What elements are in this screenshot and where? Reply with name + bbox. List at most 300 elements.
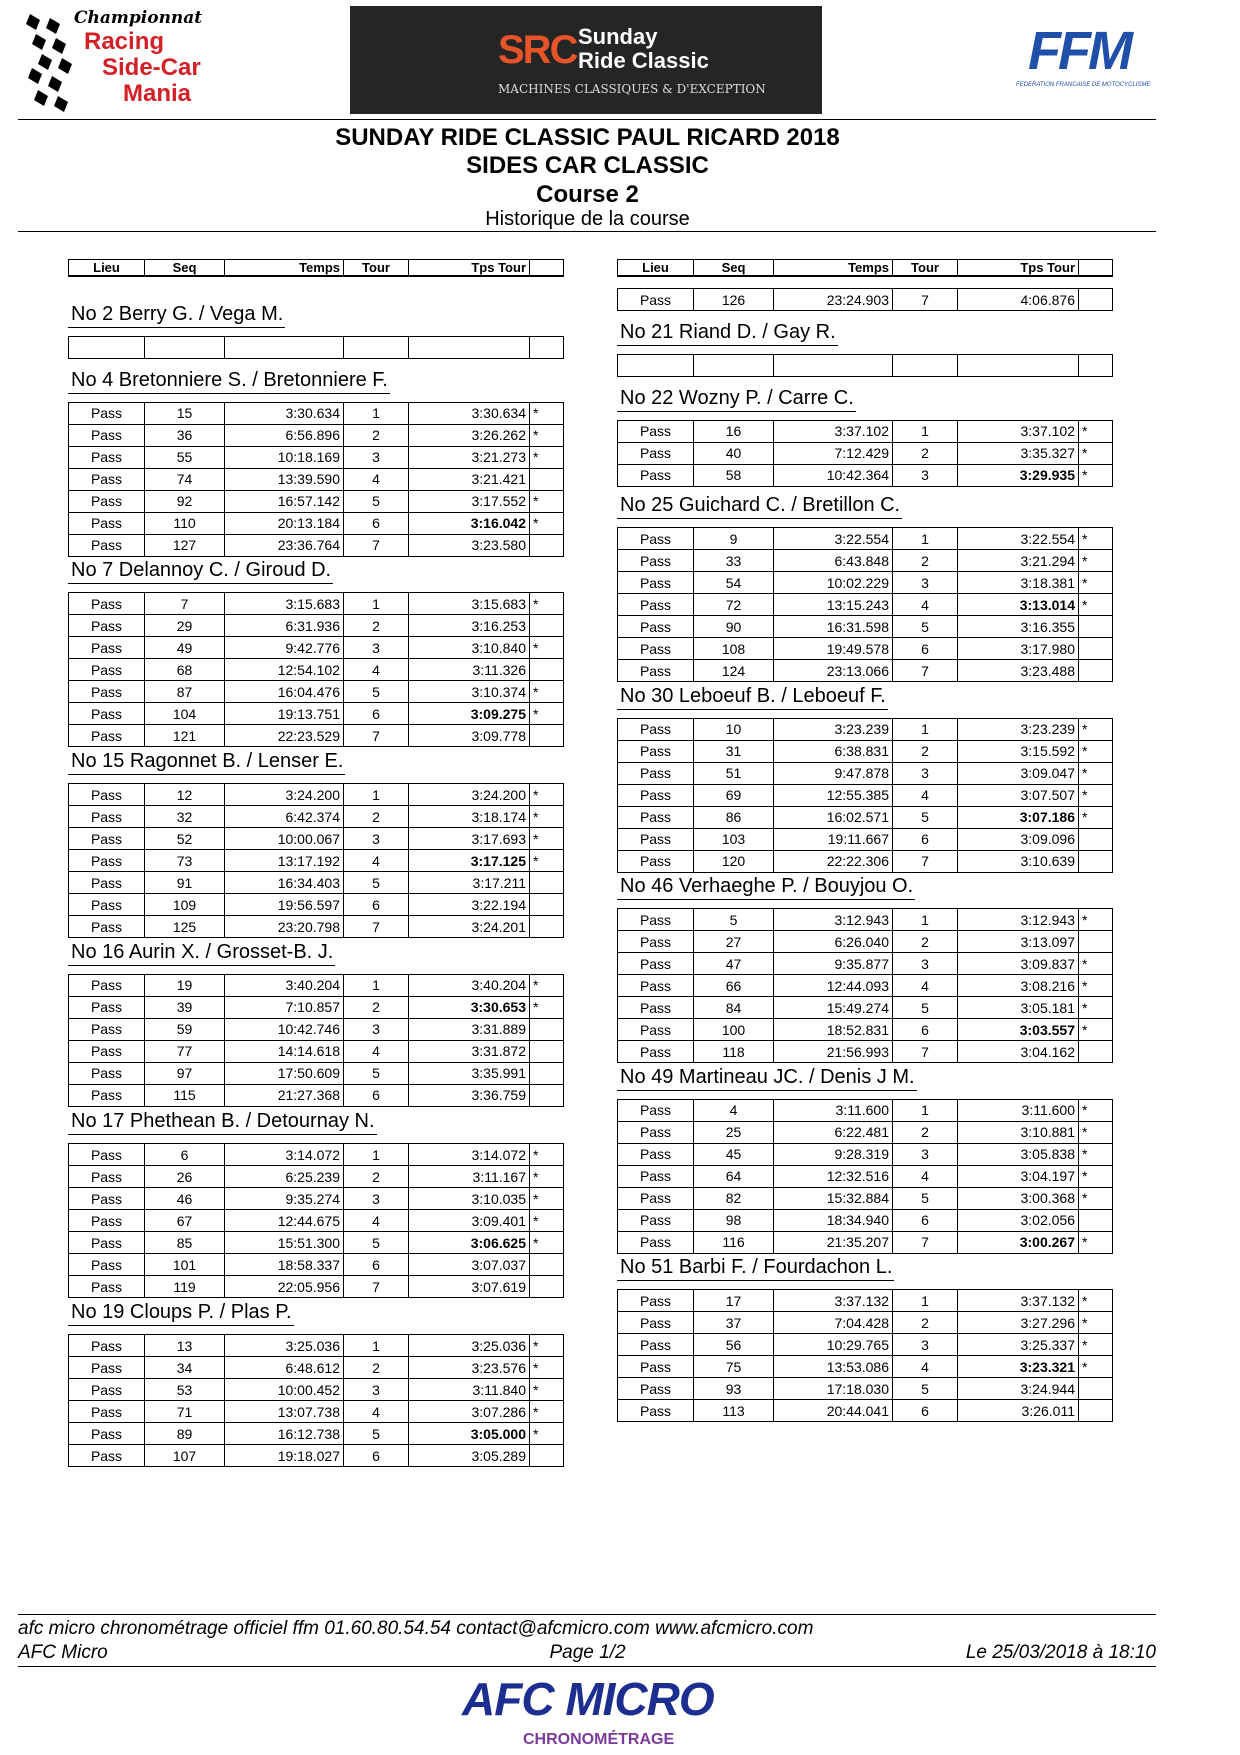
tour-cell: 7 xyxy=(893,289,958,311)
temps-cell: 15:51.300 xyxy=(225,1232,344,1254)
table-row xyxy=(69,1166,564,1188)
temps-cell: 20:44.041 xyxy=(774,1400,893,1422)
lieu-cell: Pass xyxy=(69,424,145,446)
table-row xyxy=(69,402,564,424)
seq-cell: 126 xyxy=(694,289,774,311)
table-row xyxy=(618,1041,1113,1063)
best-marker-cell: * xyxy=(1079,718,1113,740)
logo-sunday-text: Sunday xyxy=(578,24,658,49)
tour-cell: 1 xyxy=(344,784,409,806)
crew-name: No 51 Barbi F. / Fourdachon L. xyxy=(617,1256,894,1281)
temps-cell: 16:34.403 xyxy=(225,872,344,894)
seq-cell: 92 xyxy=(145,490,225,512)
seq-cell: 59 xyxy=(145,1018,225,1040)
lap-table xyxy=(617,1289,1113,1422)
temps-cell: 7:12.429 xyxy=(774,442,893,464)
temps-cell: 18:58.337 xyxy=(225,1254,344,1276)
tour-cell: 3 xyxy=(344,1188,409,1210)
lieu-cell: Pass xyxy=(618,1099,694,1121)
temps-cell: 18:52.831 xyxy=(774,1019,893,1041)
temps-cell: 19:56.597 xyxy=(225,894,344,916)
tour-cell xyxy=(344,337,409,359)
lieu-cell: Pass xyxy=(69,659,145,681)
tps-tour-cell: 3:09.047 xyxy=(958,762,1079,784)
tour-cell: 5 xyxy=(893,806,958,828)
table-row xyxy=(69,996,564,1018)
page-subtitle-history: Historique de la course xyxy=(485,208,690,230)
seq-cell: 46 xyxy=(145,1188,225,1210)
temps-cell: 6:56.896 xyxy=(225,424,344,446)
temps-cell: 16:57.142 xyxy=(225,490,344,512)
table-row xyxy=(618,1231,1113,1253)
seq-cell: 47 xyxy=(694,953,774,975)
table-row xyxy=(69,424,564,446)
seq-cell: 7 xyxy=(145,593,225,615)
logo-ride-classic-text: Ride Classic xyxy=(578,48,709,73)
table-row xyxy=(618,1099,1113,1121)
lieu-cell: Pass xyxy=(69,872,145,894)
lieu-cell: Pass xyxy=(69,1254,145,1276)
best-marker-cell: * xyxy=(1079,997,1113,1019)
table-row xyxy=(69,637,564,659)
page-subtitle-class: SIDES CAR CLASSIC xyxy=(466,152,709,179)
tps-tour-cell: 3:13.097 xyxy=(958,931,1079,953)
lieu-cell: Pass xyxy=(618,1312,694,1334)
table-row xyxy=(69,1401,564,1423)
footer-rule xyxy=(18,1614,1156,1615)
tour-cell: 2 xyxy=(893,1121,958,1143)
seq-cell: 15 xyxy=(145,402,225,424)
seq-cell xyxy=(694,354,774,376)
col-header-tour: Tour xyxy=(893,260,958,277)
temps-cell: 13:15.243 xyxy=(774,594,893,616)
seq-cell: 67 xyxy=(145,1210,225,1232)
best-marker-cell: * xyxy=(1079,528,1113,550)
tour-cell: 3 xyxy=(344,1018,409,1040)
tps-tour-cell: 3:07.186 xyxy=(958,806,1079,828)
best-marker-cell: * xyxy=(530,446,564,468)
championnat-racing-sidecar-mania-logo xyxy=(24,6,224,116)
tour-cell: 2 xyxy=(344,996,409,1018)
temps-cell: 17:18.030 xyxy=(774,1378,893,1400)
tour-cell: 6 xyxy=(893,1209,958,1231)
temps-cell: 7:10.857 xyxy=(225,996,344,1018)
seq-cell: 93 xyxy=(694,1378,774,1400)
tour-cell: 4 xyxy=(344,1210,409,1232)
tps-tour-cell: 3:31.872 xyxy=(409,1040,530,1062)
tour-cell: 2 xyxy=(344,615,409,637)
best-marker-cell: * xyxy=(530,1144,564,1166)
lieu-cell: Pass xyxy=(69,1188,145,1210)
tour-cell: 2 xyxy=(344,1357,409,1379)
tour-cell: 2 xyxy=(893,740,958,762)
tour-cell: 5 xyxy=(893,1378,958,1400)
table-row xyxy=(69,1040,564,1062)
table-row xyxy=(69,1062,564,1084)
table-row xyxy=(618,1019,1113,1041)
tour-cell: 1 xyxy=(893,1290,958,1312)
temps-cell: 16:31.598 xyxy=(774,616,893,638)
tps-tour-cell: 3:05.289 xyxy=(409,1445,530,1467)
tps-tour-cell: 3:07.286 xyxy=(409,1401,530,1423)
seq-cell: 58 xyxy=(694,464,774,486)
temps-cell: 6:31.936 xyxy=(225,615,344,637)
tour-cell: 7 xyxy=(344,725,409,747)
temps-cell: 23:24.903 xyxy=(774,289,893,311)
table-row xyxy=(618,1209,1113,1231)
footer-contact-line: afc micro chronométrage officiel ffm 01.60.80.54.54 contact@afcmicro.com www.afcmicro.com xyxy=(18,1618,814,1639)
temps-cell: 10:02.229 xyxy=(774,572,893,594)
lieu-cell: Pass xyxy=(618,784,694,806)
temps-cell: 3:37.102 xyxy=(774,420,893,442)
tps-tour-cell: 3:05.838 xyxy=(958,1143,1079,1165)
temps-cell: 15:49.274 xyxy=(774,997,893,1019)
seq-cell: 51 xyxy=(694,762,774,784)
crew-name: No 7 Delannoy C. / Giroud D. xyxy=(68,559,333,584)
best-marker-cell xyxy=(1079,828,1113,850)
lieu-cell: Pass xyxy=(69,850,145,872)
lieu-cell: Pass xyxy=(69,1040,145,1062)
tps-tour-cell: 3:23.580 xyxy=(409,534,530,556)
best-marker-cell: * xyxy=(530,1379,564,1401)
col-header-temps: Temps xyxy=(225,260,344,277)
table-row xyxy=(618,718,1113,740)
tps-tour-cell: 3:21.421 xyxy=(409,468,530,490)
lieu-cell: Pass xyxy=(618,594,694,616)
temps-cell: 19:13.751 xyxy=(225,703,344,725)
tps-tour-cell: 3:23.239 xyxy=(958,718,1079,740)
temps-cell: 3:40.204 xyxy=(225,974,344,996)
table-row xyxy=(618,1187,1113,1209)
table-row xyxy=(618,1121,1113,1143)
temps-cell: 10:00.067 xyxy=(225,828,344,850)
best-marker-cell: * xyxy=(1079,420,1113,442)
lieu-cell: Pass xyxy=(69,1210,145,1232)
tour-cell: 3 xyxy=(344,446,409,468)
table-row xyxy=(618,616,1113,638)
tour-cell: 3 xyxy=(893,464,958,486)
table-row xyxy=(618,1312,1113,1334)
tps-tour-cell: 3:26.262 xyxy=(409,424,530,446)
tour-cell: 4 xyxy=(344,850,409,872)
temps-cell: 23:13.066 xyxy=(774,660,893,682)
col-header-tps-tour: Tps Tour xyxy=(958,260,1079,277)
best-marker-cell xyxy=(530,615,564,637)
tps-tour-cell: 3:00.267 xyxy=(958,1231,1079,1253)
lap-table xyxy=(68,402,564,557)
temps-cell: 12:54.102 xyxy=(225,659,344,681)
logo-championnat-text: Championnat xyxy=(74,8,203,28)
table-row xyxy=(618,528,1113,550)
left-column-header xyxy=(68,259,564,277)
best-marker-cell: * xyxy=(530,512,564,534)
tps-tour-cell: 3:06.625 xyxy=(409,1232,530,1254)
tps-tour-cell: 3:18.381 xyxy=(958,572,1079,594)
lieu-cell xyxy=(69,337,145,359)
seq-cell: 45 xyxy=(694,1143,774,1165)
tps-tour-cell: 3:07.037 xyxy=(409,1254,530,1276)
seq-cell: 100 xyxy=(694,1019,774,1041)
seq-cell: 19 xyxy=(145,974,225,996)
crew-name: No 46 Verhaeghe P. / Bouyjou O. xyxy=(617,875,915,900)
lieu-cell: Pass xyxy=(69,1018,145,1040)
tour-cell: 7 xyxy=(893,1041,958,1063)
afc-micro-logo: AFC MICRO xyxy=(462,1673,714,1725)
seq-cell: 113 xyxy=(694,1400,774,1422)
temps-cell: 3:14.072 xyxy=(225,1144,344,1166)
tps-tour-cell: 3:04.197 xyxy=(958,1165,1079,1187)
table-row xyxy=(69,725,564,747)
lieu-cell: Pass xyxy=(618,1400,694,1422)
temps-cell: 3:30.634 xyxy=(225,402,344,424)
tps-tour-cell: 3:25.337 xyxy=(958,1334,1079,1356)
tour-cell: 6 xyxy=(893,1019,958,1041)
lieu-cell: Pass xyxy=(69,1401,145,1423)
tps-tour-cell: 3:25.036 xyxy=(409,1335,530,1357)
tps-tour-cell: 4:06.876 xyxy=(958,289,1079,311)
table-row xyxy=(618,1356,1113,1378)
tour-cell: 4 xyxy=(893,975,958,997)
tour-cell: 6 xyxy=(344,894,409,916)
lap-table xyxy=(617,527,1113,682)
best-marker-cell: * xyxy=(530,996,564,1018)
seq-cell: 69 xyxy=(694,784,774,806)
lieu-cell: Pass xyxy=(618,1334,694,1356)
lieu-cell: Pass xyxy=(618,828,694,850)
seq-cell: 115 xyxy=(145,1084,225,1106)
best-marker-cell: * xyxy=(1079,953,1113,975)
tour-cell: 7 xyxy=(344,1276,409,1298)
lieu-cell: Pass xyxy=(618,1187,694,1209)
tour-cell: 2 xyxy=(893,1312,958,1334)
tour-cell: 5 xyxy=(344,1062,409,1084)
seq-cell: 52 xyxy=(145,828,225,850)
temps-cell: 3:23.239 xyxy=(774,718,893,740)
tps-tour-cell: 3:21.294 xyxy=(958,550,1079,572)
seq-cell: 90 xyxy=(694,616,774,638)
table-row xyxy=(69,872,564,894)
temps-cell: 3:37.132 xyxy=(774,1290,893,1312)
lieu-cell: Pass xyxy=(69,703,145,725)
tps-tour-cell: 3:05.181 xyxy=(958,997,1079,1019)
table-row xyxy=(69,784,564,806)
best-marker-cell: * xyxy=(530,402,564,424)
table-row xyxy=(69,593,564,615)
best-marker-cell: * xyxy=(530,828,564,850)
tps-tour-cell: 3:12.943 xyxy=(958,909,1079,931)
table-row xyxy=(618,806,1113,828)
tps-tour-cell: 3:02.056 xyxy=(958,1209,1079,1231)
tour-cell: 1 xyxy=(893,909,958,931)
tour-cell: 2 xyxy=(344,806,409,828)
temps-cell: 6:25.239 xyxy=(225,1166,344,1188)
ffm-mark: FFM xyxy=(1028,21,1130,81)
table-row xyxy=(69,1084,564,1106)
tour-cell: 6 xyxy=(344,1445,409,1467)
lieu-cell: Pass xyxy=(69,784,145,806)
seq-cell: 29 xyxy=(145,615,225,637)
tps-tour-cell: 3:09.837 xyxy=(958,953,1079,975)
table-row xyxy=(618,997,1113,1019)
temps-cell: 19:49.578 xyxy=(774,638,893,660)
best-marker-cell: * xyxy=(1079,1121,1113,1143)
lieu-cell: Pass xyxy=(69,974,145,996)
best-marker-cell: * xyxy=(530,784,564,806)
tour-cell: 2 xyxy=(344,1166,409,1188)
tps-tour-cell: 3:11.167 xyxy=(409,1166,530,1188)
footer-bottom-rule xyxy=(18,1666,1156,1667)
temps-cell: 22:05.956 xyxy=(225,1276,344,1298)
best-marker-cell xyxy=(530,1276,564,1298)
best-marker-cell: * xyxy=(530,1423,564,1445)
lieu-cell: Pass xyxy=(618,289,694,311)
lieu-cell: Pass xyxy=(618,850,694,872)
table-row xyxy=(69,615,564,637)
table-row xyxy=(69,1379,564,1401)
tour-cell: 6 xyxy=(344,1254,409,1276)
table-row xyxy=(618,1334,1113,1356)
page-title: SUNDAY RIDE CLASSIC PAUL RICARD 2018 xyxy=(335,124,840,151)
seq-cell: 27 xyxy=(694,931,774,953)
logo-mania-text: Mania xyxy=(123,80,192,107)
lieu-cell: Pass xyxy=(69,446,145,468)
seq-cell: 17 xyxy=(694,1290,774,1312)
lieu-cell: Pass xyxy=(618,931,694,953)
lieu-cell: Pass xyxy=(69,534,145,556)
tour-cell: 6 xyxy=(344,1084,409,1106)
best-marker-cell: * xyxy=(530,593,564,615)
tps-tour-cell: 3:24.201 xyxy=(409,916,530,938)
lieu-cell: Pass xyxy=(69,996,145,1018)
lap-table xyxy=(617,288,1113,311)
temps-cell: 9:47.878 xyxy=(774,762,893,784)
tps-tour-cell: 3:17.693 xyxy=(409,828,530,850)
table-row xyxy=(618,975,1113,997)
temps-cell: 19:18.027 xyxy=(225,1445,344,1467)
tour-cell: 7 xyxy=(344,534,409,556)
best-marker-cell: * xyxy=(1079,1187,1113,1209)
lieu-cell: Pass xyxy=(618,762,694,784)
tps-tour-cell: 3:11.840 xyxy=(409,1379,530,1401)
lieu-cell: Pass xyxy=(69,681,145,703)
temps-cell: 12:44.093 xyxy=(774,975,893,997)
table-row xyxy=(69,1144,564,1166)
table-row xyxy=(618,1165,1113,1187)
seq-cell: 16 xyxy=(694,420,774,442)
table-row xyxy=(618,420,1113,442)
afc-micro-logo-sub: CHRONOMÉTRAGE xyxy=(523,1731,675,1748)
tour-cell: 5 xyxy=(344,1232,409,1254)
best-marker-cell xyxy=(1079,289,1113,311)
tps-tour-cell: 3:35.327 xyxy=(958,442,1079,464)
lieu-cell: Pass xyxy=(69,725,145,747)
best-marker-cell xyxy=(1079,1378,1113,1400)
tps-tour-cell: 3:04.162 xyxy=(958,1041,1079,1063)
seq-cell: 101 xyxy=(145,1254,225,1276)
seq-cell: 73 xyxy=(145,850,225,872)
seq-cell: 66 xyxy=(694,975,774,997)
lieu-cell: Pass xyxy=(69,468,145,490)
best-marker-cell: * xyxy=(1079,784,1113,806)
lieu-cell: Pass xyxy=(69,1084,145,1106)
tps-tour-cell: 3:16.253 xyxy=(409,615,530,637)
seq-cell: 26 xyxy=(145,1166,225,1188)
tour-cell: 1 xyxy=(893,528,958,550)
tps-tour-cell: 3:15.592 xyxy=(958,740,1079,762)
lieu-cell: Pass xyxy=(69,1357,145,1379)
seq-cell: 107 xyxy=(145,1445,225,1467)
lieu-cell: Pass xyxy=(618,1378,694,1400)
best-marker-cell: * xyxy=(530,806,564,828)
lieu-cell: Pass xyxy=(618,420,694,442)
tps-tour-cell: 3:22.194 xyxy=(409,894,530,916)
lieu-cell: Pass xyxy=(618,1231,694,1253)
tour-cell: 4 xyxy=(344,468,409,490)
seq-cell: 9 xyxy=(694,528,774,550)
seq-cell: 124 xyxy=(694,660,774,682)
seq-cell: 25 xyxy=(694,1121,774,1143)
seq-cell: 109 xyxy=(145,894,225,916)
table-row xyxy=(69,1232,564,1254)
crew-name: No 22 Wozny P. / Carre C. xyxy=(617,387,856,412)
table-row xyxy=(69,1254,564,1276)
tps-tour-cell: 3:09.096 xyxy=(958,828,1079,850)
best-marker-cell: * xyxy=(530,1335,564,1357)
temps-cell xyxy=(774,354,893,376)
lieu-cell: Pass xyxy=(69,1445,145,1467)
best-marker-cell xyxy=(530,1445,564,1467)
tour-cell: 4 xyxy=(893,1356,958,1378)
seq-cell: 121 xyxy=(145,725,225,747)
tour-cell: 3 xyxy=(344,1379,409,1401)
temps-cell: 6:22.481 xyxy=(774,1121,893,1143)
temps-cell: 16:02.571 xyxy=(774,806,893,828)
temps-cell: 16:04.476 xyxy=(225,681,344,703)
best-marker-cell xyxy=(1079,850,1113,872)
lieu-cell: Pass xyxy=(618,997,694,1019)
best-marker-cell: * xyxy=(1079,1099,1113,1121)
temps-cell: 6:43.848 xyxy=(774,550,893,572)
table-row xyxy=(618,442,1113,464)
footer-date: Le 25/03/2018 à 18:10 xyxy=(965,1642,1156,1663)
seq-cell: 110 xyxy=(145,512,225,534)
seq-cell: 36 xyxy=(145,424,225,446)
best-marker-cell xyxy=(530,872,564,894)
temps-cell: 12:32.516 xyxy=(774,1165,893,1187)
tps-tour-cell: 3:17.125 xyxy=(409,850,530,872)
seq-cell: 108 xyxy=(694,638,774,660)
col-header-best xyxy=(1079,260,1113,277)
temps-cell: 13:39.590 xyxy=(225,468,344,490)
lieu-cell: Pass xyxy=(69,1232,145,1254)
right-column-header xyxy=(617,259,1113,277)
temps-cell: 18:34.940 xyxy=(774,1209,893,1231)
temps-cell: 6:38.831 xyxy=(774,740,893,762)
temps-cell: 21:35.207 xyxy=(774,1231,893,1253)
best-marker-cell xyxy=(530,916,564,938)
logo-racing-text: Racing xyxy=(84,28,165,55)
table-row xyxy=(69,828,564,850)
lap-table xyxy=(68,1143,564,1298)
tour-cell: 5 xyxy=(893,616,958,638)
tps-tour-cell: 3:31.889 xyxy=(409,1018,530,1040)
tour-cell: 1 xyxy=(893,420,958,442)
seq-cell: 104 xyxy=(145,703,225,725)
lieu-cell: Pass xyxy=(618,528,694,550)
tps-tour-cell: 3:30.634 xyxy=(409,402,530,424)
seq-cell: 85 xyxy=(145,1232,225,1254)
temps-cell: 3:24.200 xyxy=(225,784,344,806)
